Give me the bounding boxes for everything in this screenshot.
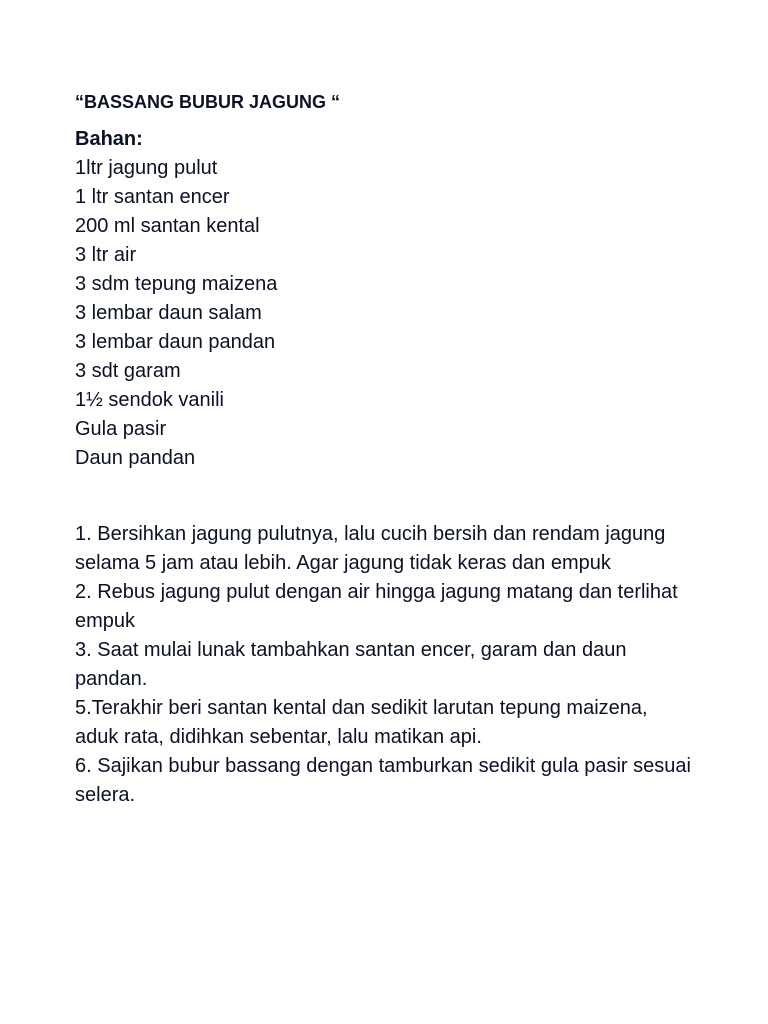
ingredients-list bbox=[75, 154, 277, 473]
ingredient-item: 1 ltr santan encer bbox=[75, 186, 230, 208]
step-item: 3. Saat mulai lunak tambahkan santan encer, garam dan daun pandan. bbox=[75, 639, 627, 690]
ingredient-item: 3 ltr air bbox=[75, 244, 137, 266]
step-item: 2. Rebus jagung pulut dengan air hingga jagung matang dan terlihat empuk bbox=[75, 581, 678, 632]
recipe-title: “BASSANG BUBUR JAGUNG “ bbox=[75, 92, 341, 112]
ingredient-item: 3 lembar daun pandan bbox=[75, 331, 276, 353]
step-item: 6. Sajikan bubur bassang dengan tamburkan sedikit gula pasir sesuai selera. bbox=[75, 755, 691, 806]
ingredient-item: Daun pandan bbox=[75, 447, 196, 469]
ingredient-item: 1ltr jagung pulut bbox=[75, 157, 218, 179]
ingredients-heading: Bahan: bbox=[75, 128, 143, 150]
ingredient-item: 200 ml santan kental bbox=[75, 215, 260, 237]
ingredient-item: 1½ sendok vanili bbox=[75, 389, 224, 411]
ingredient-item: 3 sdt garam bbox=[75, 360, 181, 382]
ingredient-item: 3 lembar daun salam bbox=[75, 302, 262, 324]
step-item: 5.Terakhir beri santan kental dan sedikit larutan tepung maizena, aduk rata, didihkan sebentar, lalu matikan api. bbox=[75, 697, 648, 748]
step-item: 1. Bersihkan jagung pulutnya, lalu cucih bersih dan rendam jagung selama 5 jam atau lebih. Agar jagung tidak keras dan empuk bbox=[75, 523, 666, 574]
ingredient-item: Gula pasir bbox=[75, 418, 167, 440]
ingredient-item: 3 sdm tepung maizena bbox=[75, 273, 278, 295]
steps-list bbox=[75, 520, 695, 810]
